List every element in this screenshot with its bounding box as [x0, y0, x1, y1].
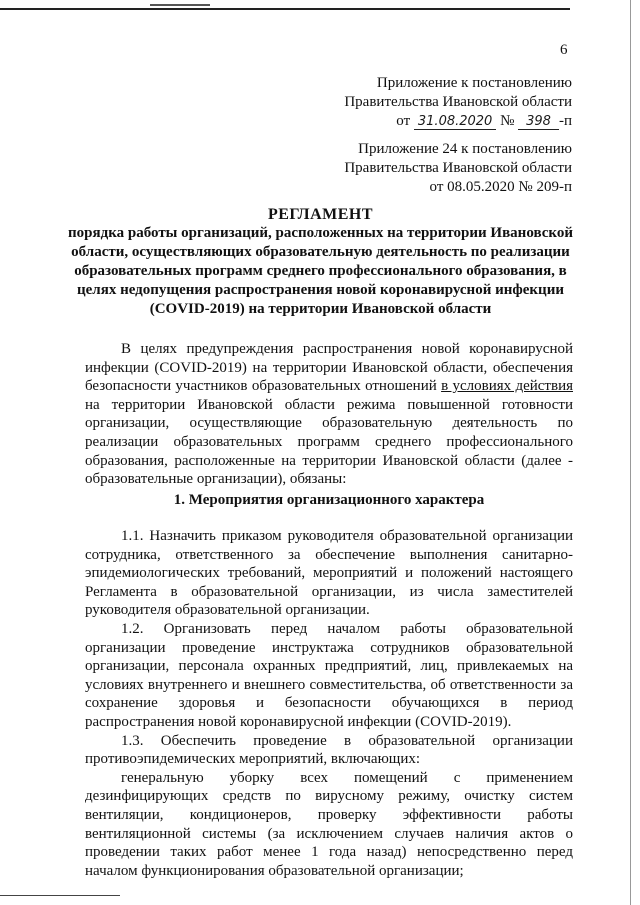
section-item: 1.3. Обеспечить проведение в образовательной организации противоэпидемических мероприятий, включающих:	[85, 732, 573, 768]
intro-paragraph	[85, 340, 573, 489]
annex-number-suffix: -п	[558, 113, 572, 129]
annex-number-prefix: №	[500, 113, 515, 129]
section-item: генеральную уборку всех помещений с применением дезинфицирующих средств по вирусному режиму, очистку систем вентиляции, кондиционеров, проверку эффективности работы вентиляционной системы (за исключением случаев наличия актов о проведении таких работ менее 1 года назад) непосредственно перед началом функционирования образовательной организации;	[85, 769, 573, 879]
handwritten-date: 31.08.2020	[414, 115, 496, 130]
bottom-scan-line	[0, 895, 120, 896]
annex-original-line3: от 08.05.2020 № 209-п	[429, 179, 572, 195]
title-subtitle: порядка работы организаций, расположенных на территории Ивановской области, осуществляющих образовательную деятельность по реализации образовательных программ среднего профессионального образования, в целях недопущения распространения новой коронавирусной инфекции (COVID-2019) на территории Ивановской области	[68, 225, 573, 317]
annex-original-line1: Приложение 24 к постановлению	[358, 141, 572, 157]
annex-original-line2: Правительства Ивановской области	[344, 160, 572, 176]
section-1-body	[85, 527, 573, 880]
handwritten-number: 398	[518, 115, 559, 130]
top-scan-line	[0, 8, 570, 10]
top-scan-mark	[150, 4, 210, 6]
right-scan-edge	[630, 0, 631, 905]
section-1-heading: 1. Мероприятия организационного характера	[173, 492, 485, 508]
annex-date-prefix: от	[396, 113, 411, 129]
page-number: 6	[560, 42, 568, 58]
annex-current-header	[344, 74, 572, 131]
annex-original-header	[344, 140, 572, 197]
document-title	[68, 205, 573, 319]
section-item: 1.2. Организовать перед началом работы образовательной организации проведение инструктажа сотрудников образовательной организации, персонала охранных предприятий, лиц, привлекаемых на условиях внутреннего и внешнего совместительства, об ответственности за сохранение здоровья и безопасности обучающихся в период распространения новой коронавирусной инфекции (COVID-2019).	[85, 620, 573, 730]
annex-current-line3	[344, 112, 572, 131]
section-item: 1.1. Назначить приказом руководителя образовательной организации сотрудника, ответственного за обеспечение выполнения санитарно-эпидемиологических требований, мероприятий и положений настоящего Регламента в образовательной организации, из числа заместителей руководителя образовательной организации.	[85, 528, 573, 619]
annex-current-line2: Правительства Ивановской области	[344, 94, 572, 110]
intro-part2: на территории Ивановской области режима повышенной готовности организации, осуществляющие образовательную деятельность по реализации образовательных программ среднего профессионального образования, расположенные на территории Ивановской области (далее - образовательные организации), обязаны:	[85, 396, 573, 488]
intro-underlined: в условиях действия	[441, 378, 573, 395]
title-main: РЕГЛАМЕНТ	[267, 206, 374, 223]
intro-part1: В целях предупреждения распространения новой коронавирусной инфекции (COVID-2019) на территории Ивановской области, обеспечения безопасности участников образовательных отношений	[85, 341, 573, 395]
annex-current-line1: Приложение к постановлению	[376, 75, 572, 91]
